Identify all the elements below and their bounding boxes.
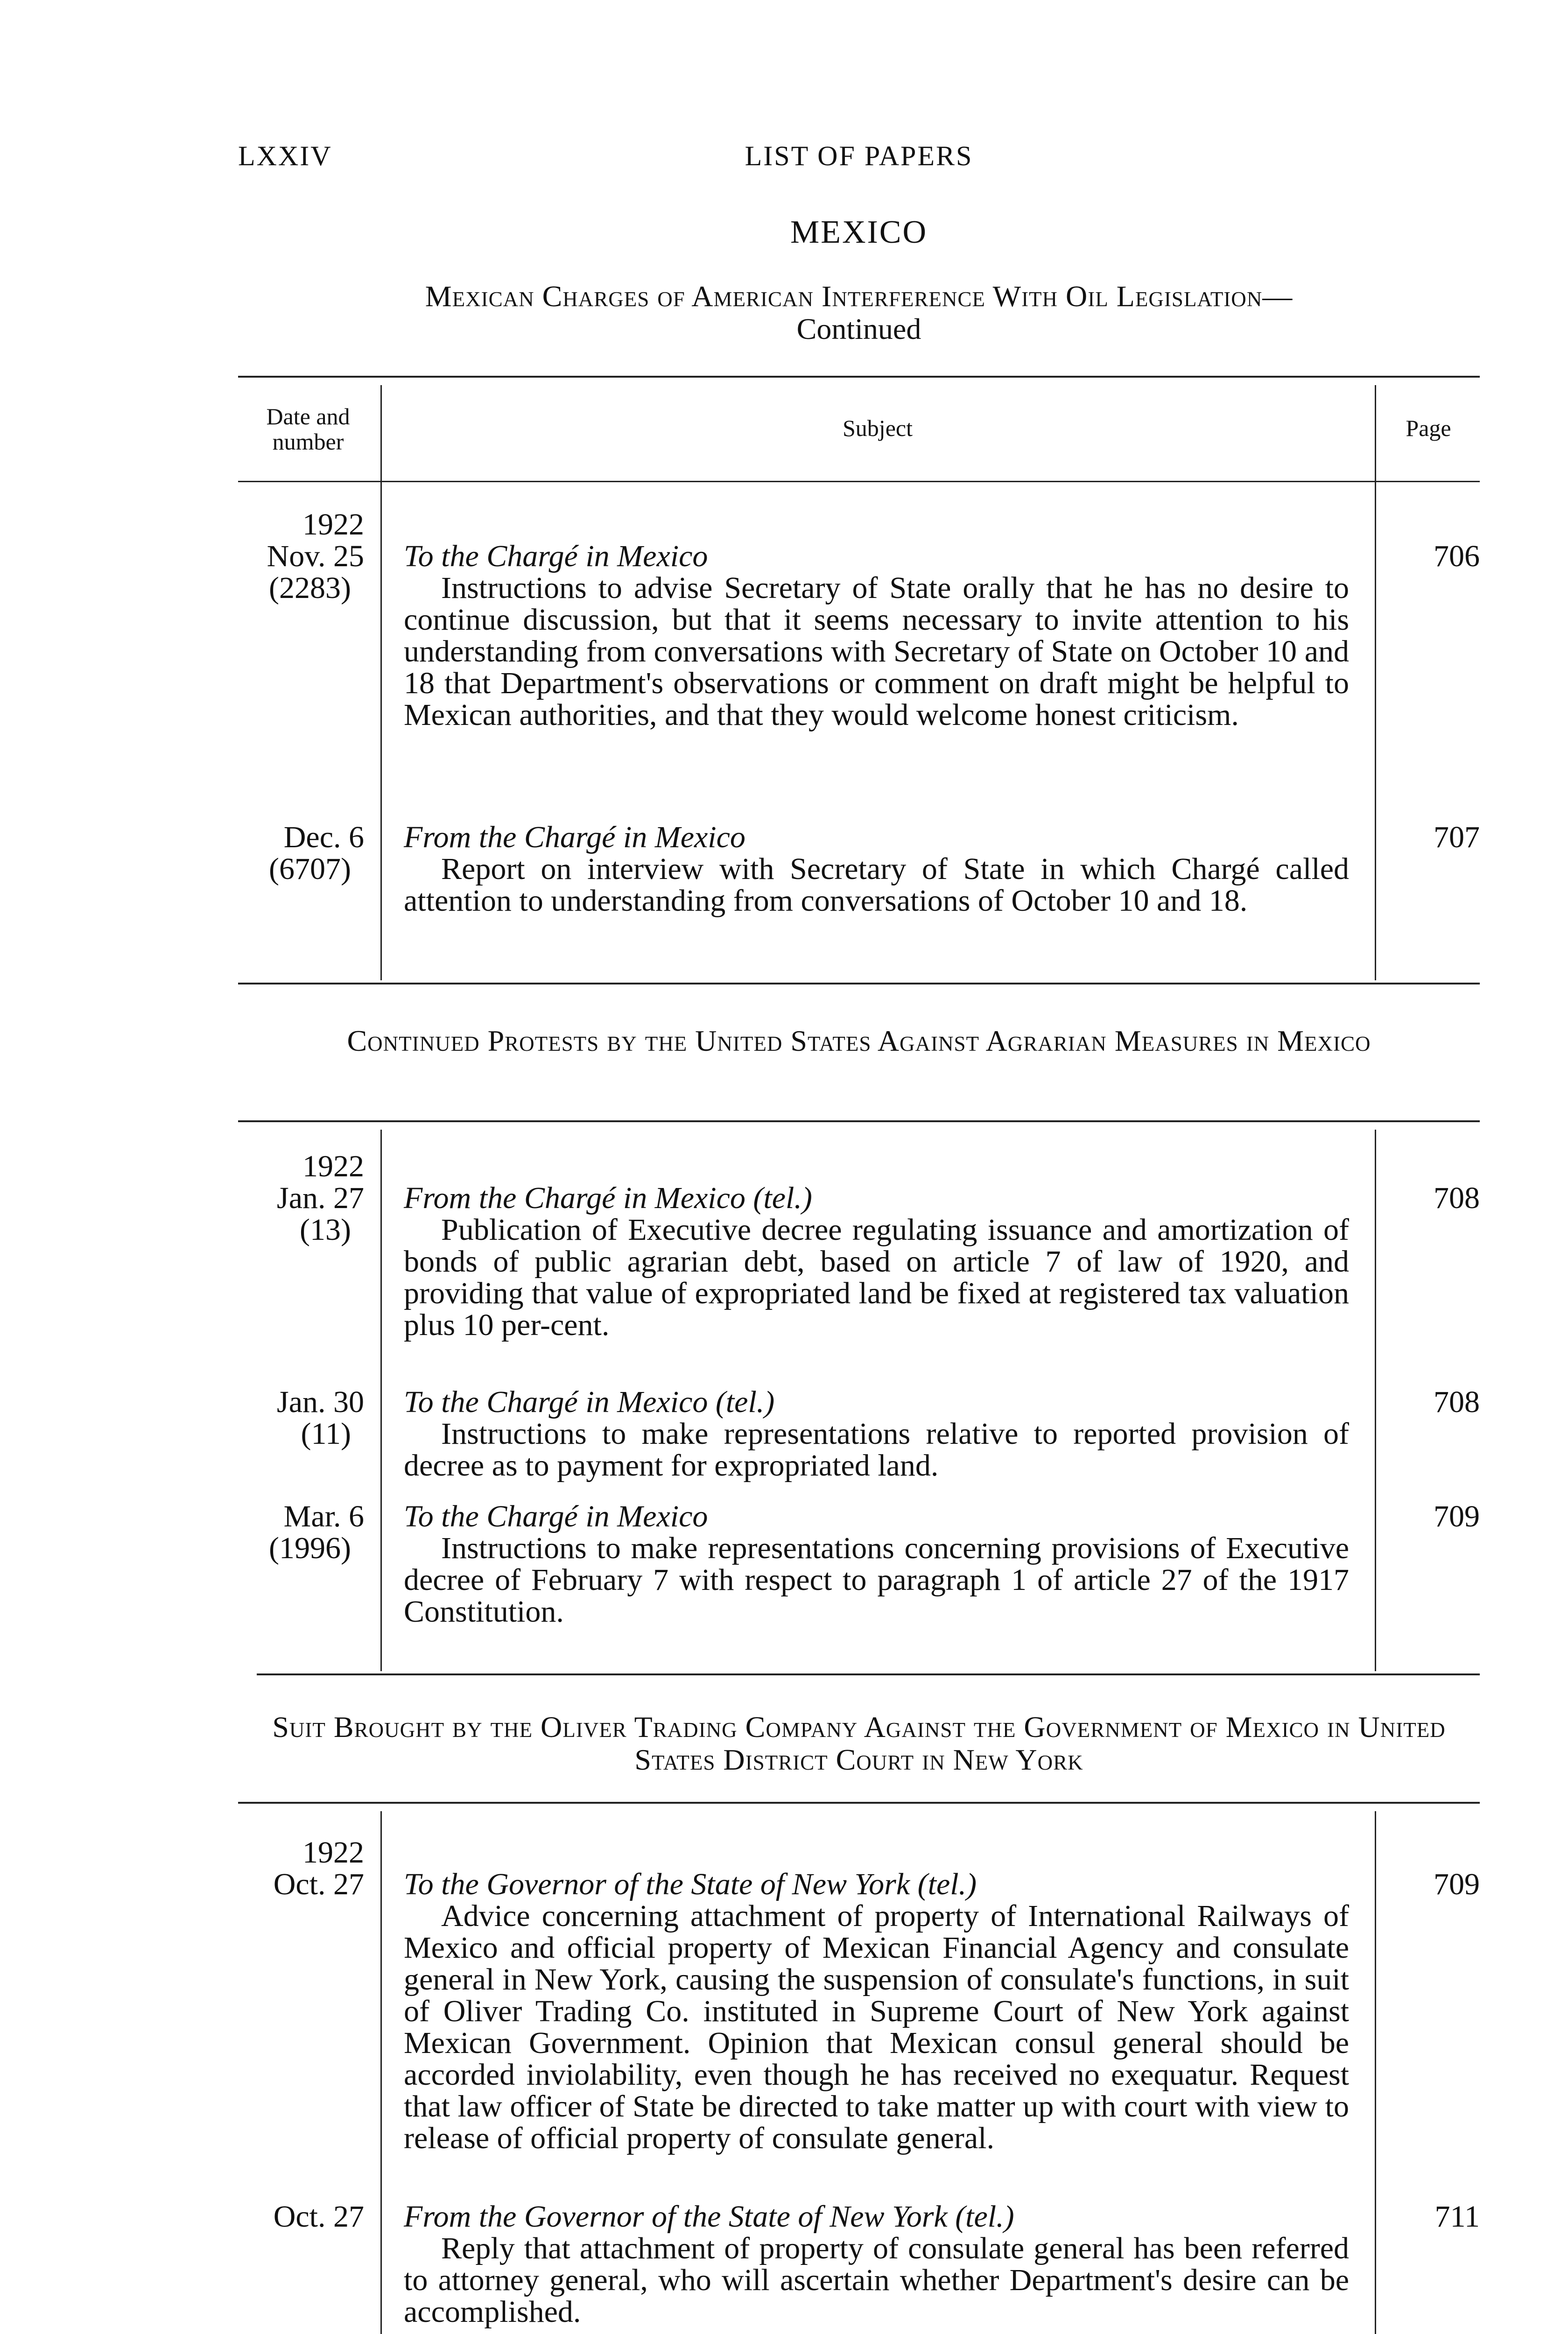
- column-header-date: Date and number: [266, 403, 350, 455]
- entry-day: Oct. 27: [273, 2200, 364, 2234]
- papers-table-1: [238, 376, 1480, 987]
- section-heading-oliver-trading-suit: [238, 1711, 1480, 1776]
- entry-page: 706: [1434, 539, 1480, 573]
- header-rule: [238, 481, 1480, 482]
- column-divider: [1375, 1130, 1376, 1671]
- entry-addressee: To the Chargé in Mexico: [404, 539, 708, 573]
- entry-date: [238, 822, 364, 885]
- entry-description: Reply that attachment of property of consulate general has been referred to attorney general, who will ascertain whether Department's desire can be accomplished.: [404, 2231, 1349, 2329]
- entry-day: Nov. 25: [267, 539, 364, 573]
- entry-subject: [404, 1182, 1349, 1341]
- country-heading: MEXICO: [790, 214, 928, 250]
- column-header-subject: Subject: [843, 415, 913, 441]
- entry-description: Report on interview with Secretary of State in which Chargé called attention to understanding from conversations of October 10 and 18.: [404, 852, 1349, 918]
- entry-number: (1996): [269, 1531, 351, 1565]
- entry-day: Jan. 27: [277, 1181, 364, 1215]
- entry-addressee: From the Governor of the State of New York (tel.): [404, 2200, 1014, 2234]
- column-divider: [380, 1130, 382, 1671]
- column-divider: [1375, 385, 1376, 980]
- entry-page: 709: [1434, 1867, 1480, 1901]
- table-top-rule: [238, 376, 1480, 378]
- entry-addressee: To the Chargé in Mexico (tel.): [404, 1385, 775, 1419]
- table-top-rule: [238, 1120, 1480, 1122]
- entry-description: Instructions to make representations concerning provisions of Executive decree of February 7 with respect to paragraph 1 of article 27 of the 1917 Constitution.: [404, 1531, 1349, 1629]
- running-head-title: LIST OF PAPERS: [745, 141, 973, 171]
- entry-date: [238, 1837, 364, 1900]
- table-bottom-rule: [257, 1673, 1480, 1675]
- entry-description: Instructions to advise Secretary of State orally that he has no desire to continue discussion, but that it seems necessary to invite attention to his understanding from conversations with Secretary of State on October 10 and 18 that Department's observations or comment on draft might be helpful to Mexican authorities, and that they would welcome honest criticism.: [404, 571, 1349, 732]
- section-title: Mexican Charges of American Interference With Oil Legislation—: [425, 280, 1293, 313]
- entry-subject: [404, 1869, 1349, 2154]
- entry-number: (6707): [269, 852, 351, 886]
- entry-description: Instructions to make representations relative to reported provision of decree as to payment for expropriated land.: [404, 1417, 1349, 1483]
- entry-year: 1922: [302, 1149, 364, 1183]
- entry-page: 707: [1434, 820, 1480, 854]
- entry-date: [238, 509, 364, 604]
- entry-addressee: To the Governor of the State of New York (tel.): [404, 1867, 977, 1901]
- entry-date: [238, 1501, 364, 1564]
- entry-date: [238, 1151, 364, 1246]
- entry-addressee: From the Chargé in Mexico (tel.): [404, 1181, 812, 1215]
- entry-page: 708: [1434, 1385, 1480, 1419]
- folio: LXXIV: [238, 141, 332, 171]
- entry-year: 1922: [302, 507, 364, 541]
- entry-date: [238, 2201, 364, 2233]
- entry-day: Jan. 30: [277, 1385, 364, 1419]
- entry-addressee: From the Chargé in Mexico: [404, 820, 745, 854]
- table-bottom-rule: [238, 983, 1480, 984]
- entry-day: Dec. 6: [283, 820, 364, 854]
- entry-date: [238, 1386, 364, 1450]
- column-divider: [380, 1811, 382, 2334]
- section-heading-oil-legislation: [238, 280, 1480, 345]
- section-continued: Continued: [796, 312, 921, 345]
- entry-day: Oct. 27: [273, 1867, 364, 1901]
- column-divider: [380, 385, 382, 980]
- entry-subject: [404, 1386, 1349, 1482]
- entry-number: (13): [300, 1213, 351, 1247]
- papers-table-3: [238, 1802, 1480, 2334]
- entry-page: 708: [1434, 1181, 1480, 1215]
- section-title: Suit Brought by the Oliver Trading Company Against the Government of Mexico in United States District Court in New York: [272, 1710, 1446, 1776]
- entry-day: Mar. 6: [283, 1499, 364, 1533]
- section-heading-agrarian-measures: [238, 1025, 1480, 1057]
- entry-description: Advice concerning attachment of property of International Railways of Mexico and official property of Mexican Financial Agency and consulate general in New York, causing the suspension of consulate's functions, in suit of Oliver Trading Co. instituted in Supreme Court of New York against Mexican Government. Opinion that Mexican consul general should be accorded inviolability, even though he has received no exequatur. Request that law officer of State be directed to take matter up with court with view to release of official property of consulate general.: [404, 1899, 1349, 2155]
- entry-subject: [404, 2201, 1349, 2328]
- entry-subject: [404, 822, 1349, 917]
- entry-addressee: To the Chargé in Mexico: [404, 1499, 708, 1533]
- section-title: Continued Protests by the United States Against Agrarian Measures in Mexico: [347, 1024, 1371, 1057]
- entry-page: 711: [1434, 2200, 1480, 2234]
- entry-description: Publication of Executive decree regulating issuance and amortization of bonds of public agrarian debt, based on article 7 of law of 1920, and providing that value of expropriated land be fixed at registered tax valuation plus 10 per-cent.: [404, 1213, 1349, 1342]
- entry-number: (2283): [269, 571, 351, 605]
- table-top-rule: [238, 1802, 1480, 1804]
- column-divider: [1375, 1811, 1376, 2334]
- entry-subject: [404, 1501, 1349, 1628]
- papers-table-2: [238, 1120, 1480, 1680]
- entry-number: (11): [301, 1417, 351, 1451]
- running-head: [238, 140, 1480, 177]
- entry-page: 709: [1434, 1499, 1480, 1533]
- column-header-page: Page: [1406, 415, 1451, 441]
- entry-year: 1922: [302, 1835, 364, 1870]
- entry-subject: [404, 541, 1349, 731]
